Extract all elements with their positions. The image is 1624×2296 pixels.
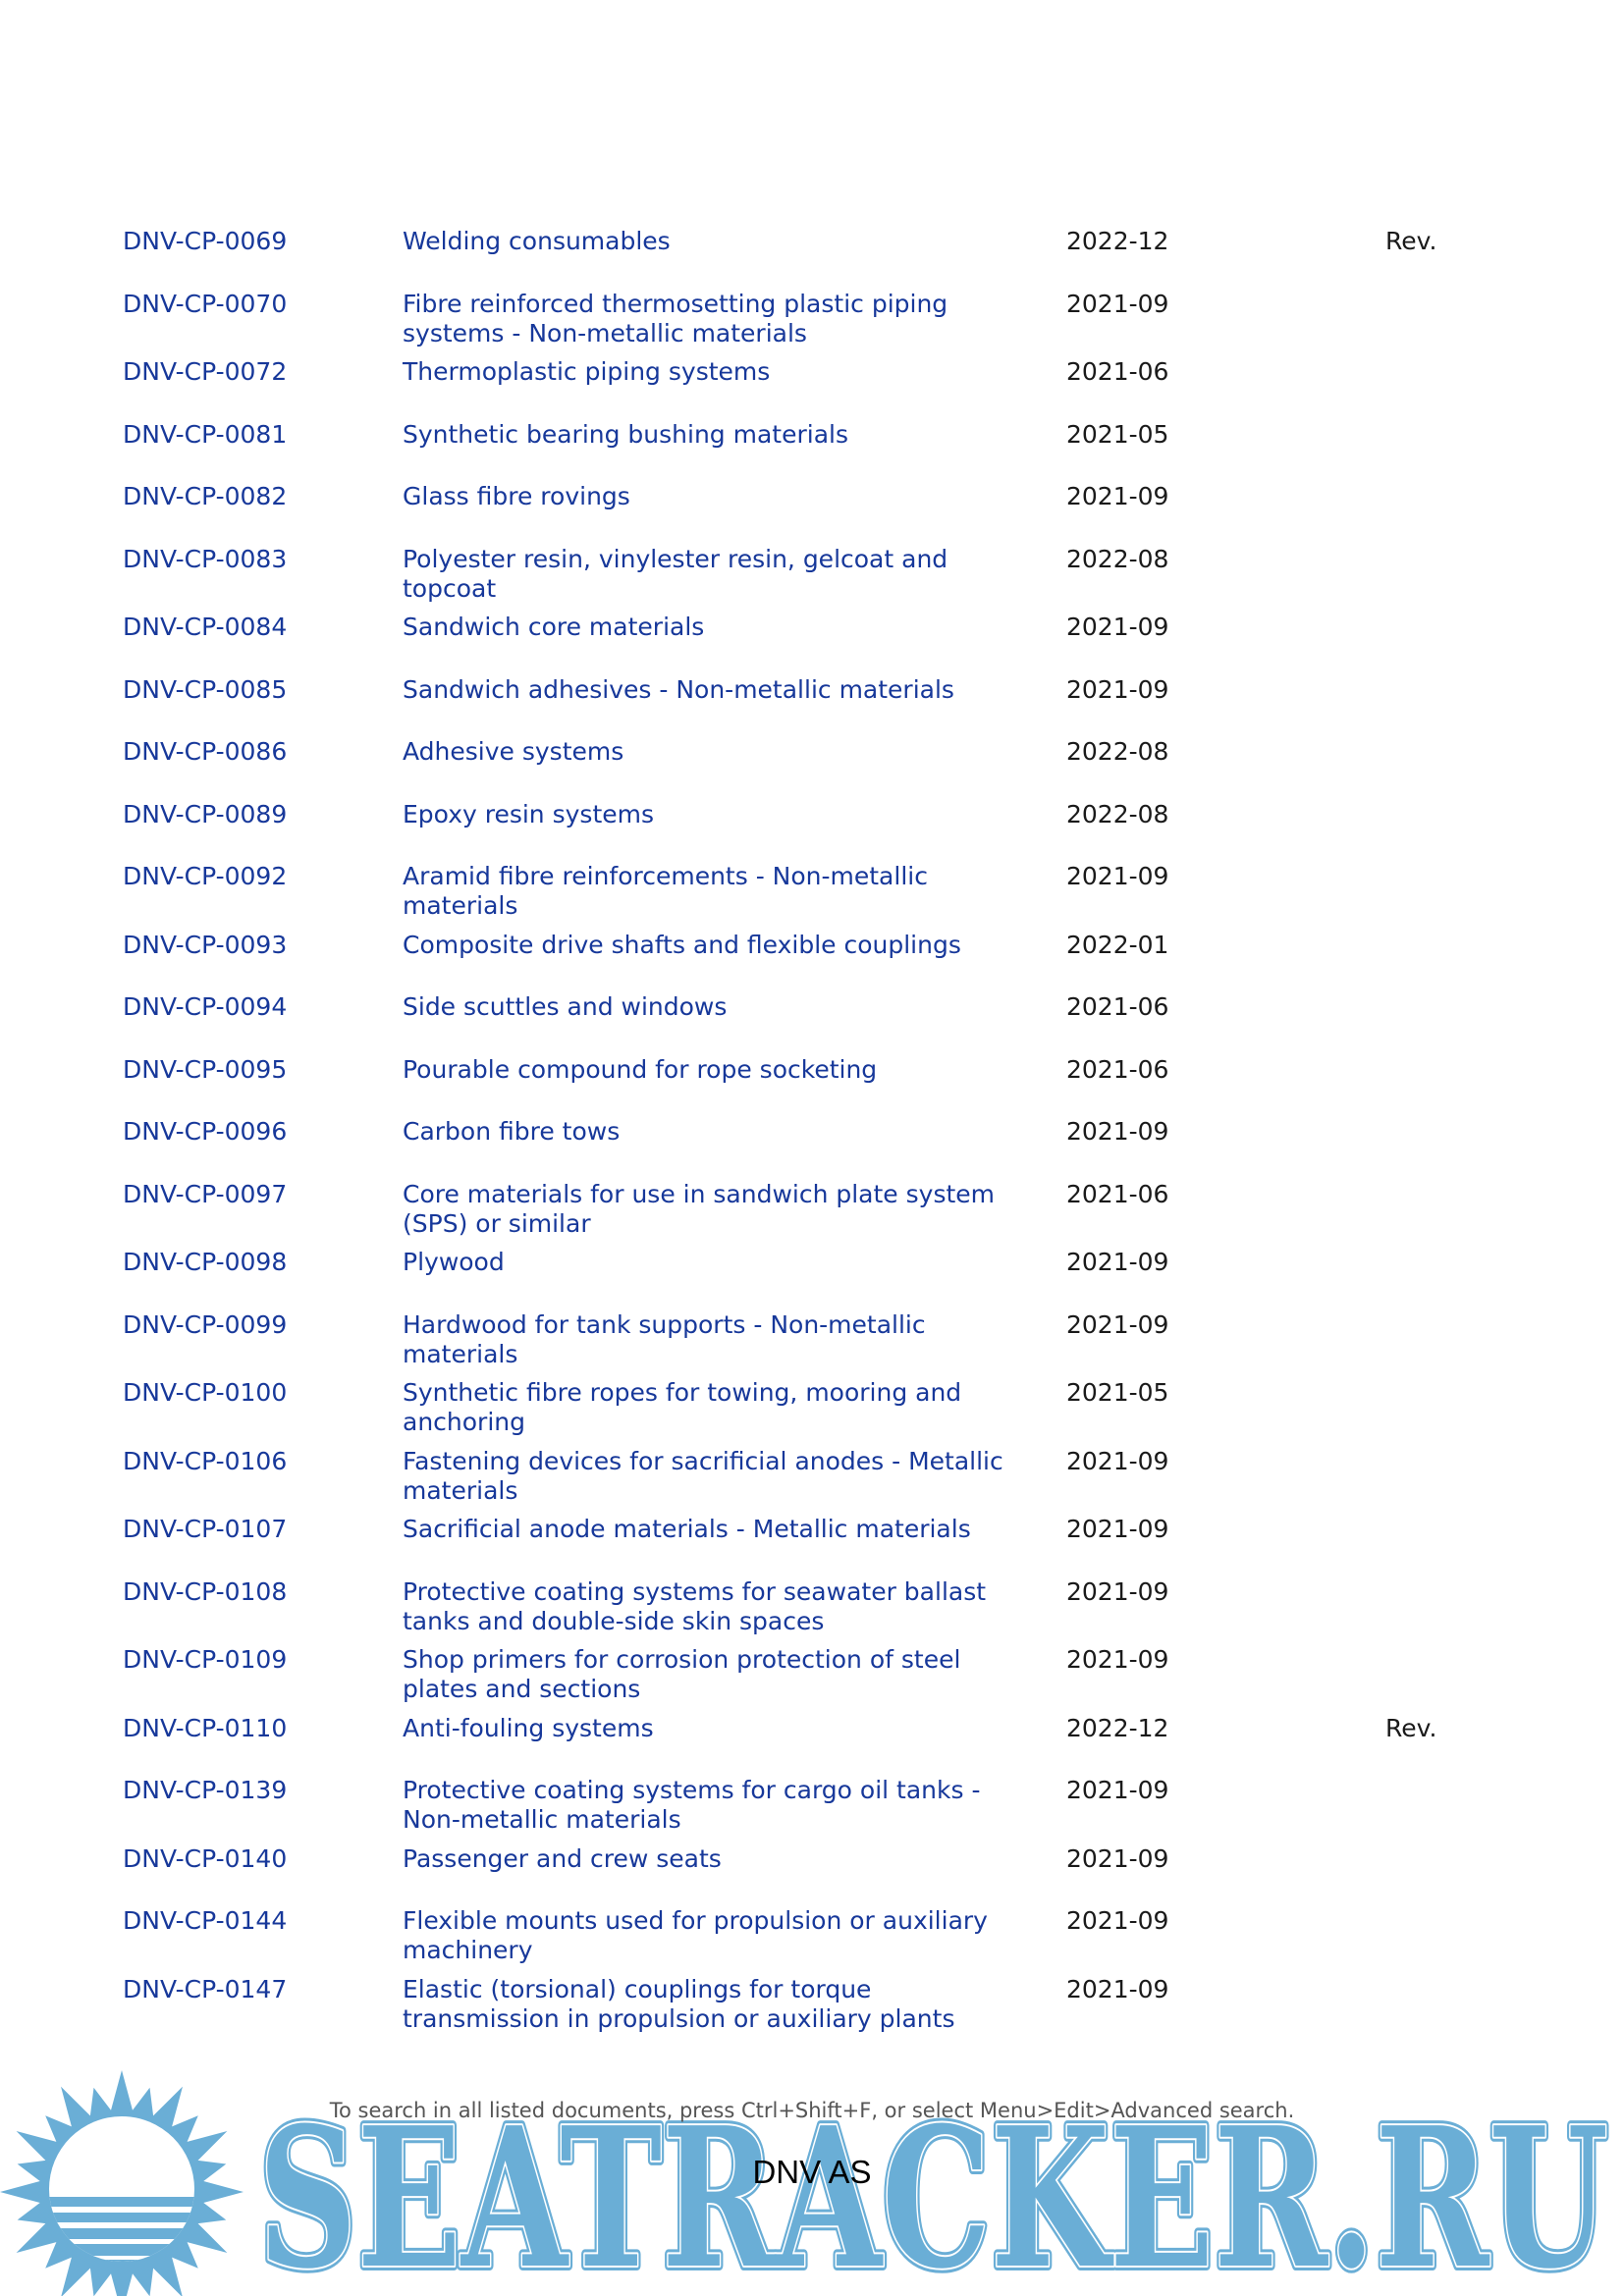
document-status [1385, 357, 1582, 410]
document-status [1385, 482, 1582, 535]
document-row [0, 1515, 1624, 1577]
document-date: 2021-09 [1066, 1843, 1169, 1873]
document-row [0, 290, 1624, 358]
document-title-link[interactable]: Carbon fibre tows [403, 1117, 621, 1146]
document-date: 2022-01 [1066, 930, 1169, 959]
document-status [1385, 800, 1582, 853]
document-title-link[interactable]: Core materials for use in sandwich plate system (SPS) or similar [403, 1179, 996, 1238]
document-title-link[interactable]: Hardwood for tank supports - Non-metallic materials [403, 1309, 926, 1368]
sea-stripe [39, 2197, 206, 2207]
document-code-link[interactable]: DNV-CP-0107 [123, 1515, 288, 1543]
document-title-link[interactable]: Flexible mounts used for propulsion or auxiliary machinery [403, 1906, 988, 1964]
document-row [0, 862, 1624, 931]
document-title-link[interactable]: Polyester resin, vinylester resin, gelcoat and topcoat [403, 544, 948, 603]
document-date: 2021-09 [1066, 1309, 1169, 1339]
document-date: 2021-09 [1066, 862, 1169, 890]
document-row [0, 1378, 1624, 1447]
document-row [0, 1180, 1624, 1249]
document-status [1385, 931, 1582, 984]
document-code-link[interactable]: DNV-CP-0144 [123, 1906, 288, 1935]
document-title-link[interactable]: Thermoplastic piping systems [403, 357, 771, 386]
document-row [0, 931, 1624, 993]
document-title-link[interactable]: Pourable compound for rope socketing [403, 1054, 878, 1084]
document-title-link[interactable]: Protective coating systems for cargo oil tanks - Non-metallic materials [403, 1776, 981, 1834]
document-code-link[interactable]: DNV-CP-0100 [123, 1378, 288, 1407]
document-date: 2021-09 [1066, 1576, 1169, 1606]
document-code-link[interactable]: DNV-CP-0083 [123, 544, 288, 573]
document-title-link[interactable]: Sandwich adhesives - Non-metallic materials [403, 674, 954, 704]
document-title-link[interactable]: Plywood [403, 1248, 505, 1276]
document-status [1385, 1055, 1582, 1108]
document-title-link[interactable]: Aramid fibre reinforcements - Non-metallic materials [403, 862, 928, 920]
document-status: Rev. [1385, 227, 1437, 255]
document-code-link[interactable]: DNV-CP-0082 [123, 482, 288, 510]
document-date: 2021-09 [1066, 1906, 1169, 1935]
document-status [1385, 1515, 1582, 1568]
document-status [1385, 1645, 1582, 1704]
document-title-link[interactable]: Elastic (torsional) couplings for torque transmission in propulsion or auxiliary plants [403, 1974, 955, 2033]
document-status [1385, 1378, 1582, 1437]
document-status [1385, 613, 1582, 666]
document-status [1385, 1776, 1582, 1835]
document-row [0, 1447, 1624, 1516]
document-date: 2021-09 [1066, 613, 1169, 641]
document-status [1385, 1248, 1582, 1301]
document-date: 2021-09 [1066, 674, 1169, 704]
document-code-link[interactable]: DNV-CP-0084 [123, 613, 288, 641]
document-date: 2021-09 [1066, 1515, 1169, 1543]
document-row [0, 992, 1624, 1055]
document-row [0, 1248, 1624, 1310]
document-date: 2021-09 [1066, 1645, 1169, 1674]
document-status [1385, 1844, 1582, 1897]
document-status [1385, 992, 1582, 1045]
document-code-link[interactable]: DNV-CP-0069 [123, 227, 288, 255]
document-date: 2021-06 [1066, 992, 1169, 1021]
document-row [0, 1117, 1624, 1180]
document-date: 2022-08 [1066, 737, 1169, 766]
document-title-link[interactable]: Sandwich core materials [403, 613, 705, 641]
document-date: 2021-09 [1066, 289, 1169, 318]
document-row [0, 545, 1624, 614]
document-status [1385, 1577, 1582, 1636]
document-row [0, 1055, 1624, 1118]
document-date: 2022-08 [1066, 799, 1169, 828]
document-status [1385, 1117, 1582, 1170]
document-date: 2021-09 [1066, 1974, 1169, 2003]
document-status [1385, 1447, 1582, 1506]
document-status [1385, 862, 1582, 921]
document-code-link[interactable]: DNV-CP-0099 [123, 1309, 288, 1339]
document-code-link[interactable]: DNV-CP-0110 [123, 1713, 288, 1742]
document-row [0, 1906, 1624, 1975]
document-row [0, 800, 1624, 863]
document-date: 2021-05 [1066, 419, 1169, 449]
search-hint: To search in all listed documents, press Ctrl+Shift+F, or select Menu>Edit>Advanced search. [329, 2099, 1295, 2122]
document-date: 2022-08 [1066, 544, 1169, 573]
document-row [0, 1776, 1624, 1844]
document-date: 2021-09 [1066, 1776, 1169, 1804]
document-row [0, 357, 1624, 420]
document-date: 2022-12 [1066, 1713, 1169, 1742]
document-date: 2021-06 [1066, 357, 1169, 386]
document-row [0, 1714, 1624, 1777]
document-code-link[interactable]: DNV-CP-0108 [123, 1576, 288, 1606]
watermark-text-inline: SEATRACKER.RU [258, 2086, 1608, 2296]
document-list [0, 227, 1624, 2043]
document-title-link[interactable]: Glass fibre rovings [403, 482, 630, 510]
document-row [0, 1975, 1624, 2044]
document-date: 2021-09 [1066, 1446, 1169, 1475]
document-date: 2021-05 [1066, 1378, 1169, 1407]
document-code-link[interactable]: DNV-CP-0086 [123, 737, 288, 766]
document-code-link[interactable]: DNV-CP-0140 [123, 1843, 288, 1873]
publisher-name: DNV AS [752, 2154, 872, 2190]
document-date: 2021-06 [1066, 1179, 1169, 1208]
document-date: 2021-09 [1066, 1248, 1169, 1276]
document-row [0, 737, 1624, 800]
document-date: 2021-09 [1066, 482, 1169, 510]
sea-stripe [39, 2213, 206, 2222]
document-title-link[interactable]: Shop primers for corrosion protection of steel plates and sections [403, 1645, 961, 1703]
document-code-link[interactable]: DNV-CP-0085 [123, 674, 288, 704]
document-title-link[interactable]: Protective coating systems for seawater ballast tanks and double-side skin spaces [403, 1576, 987, 1635]
document-code-link[interactable]: DNV-CP-0081 [123, 419, 288, 449]
document-title-link[interactable]: Synthetic fibre ropes for towing, mooring and anchoring [403, 1378, 962, 1436]
document-row [0, 1645, 1624, 1714]
document-status [1385, 545, 1582, 604]
document-status [1385, 1180, 1582, 1239]
document-code-link[interactable]: DNV-CP-0098 [123, 1248, 288, 1276]
watermark-text-fill: SEATRACKER.RU [258, 2086, 1608, 2296]
document-row [0, 1844, 1624, 1907]
document-code-link[interactable]: DNV-CP-0139 [123, 1776, 288, 1804]
document-title-link[interactable]: Anti-fouling systems [403, 1713, 654, 1742]
document-status [1385, 420, 1582, 473]
document-title-link[interactable]: Passenger and crew seats [403, 1843, 722, 1873]
document-row [0, 1577, 1624, 1646]
document-title-link[interactable]: Side scuttles and windows [403, 992, 728, 1021]
document-status [1385, 737, 1582, 790]
document-title-link[interactable]: Adhesive systems [403, 737, 624, 766]
document-title-link[interactable]: Sacrificial anode materials - Metallic materials [403, 1515, 971, 1543]
document-date: 2021-06 [1066, 1054, 1169, 1084]
document-code-link[interactable]: DNV-CP-0095 [123, 1054, 288, 1084]
watermark-text-outline: SEATRACKER.RU [258, 2086, 1608, 2296]
document-title-link[interactable]: Epoxy resin systems [403, 799, 655, 828]
document-code-link[interactable]: DNV-CP-0106 [123, 1446, 288, 1475]
document-code-link[interactable]: DNV-CP-0147 [123, 1974, 288, 2003]
document-code-link[interactable]: DNV-CP-0094 [123, 992, 288, 1021]
document-title-link[interactable]: Fastening devices for sacrificial anodes - Metallic materials [403, 1446, 1003, 1505]
document-code-link[interactable]: DNV-CP-0092 [123, 862, 288, 890]
document-row [0, 1310, 1624, 1379]
document-row [0, 613, 1624, 675]
document-title-link[interactable]: Composite drive shafts and flexible couplings [403, 930, 961, 959]
document-status [1385, 675, 1582, 728]
document-code-link[interactable]: DNV-CP-0096 [123, 1117, 288, 1146]
document-code-link[interactable]: DNV-CP-0070 [123, 289, 288, 318]
document-code-link[interactable]: DNV-CP-0097 [123, 1179, 288, 1208]
document-code-link[interactable]: DNV-CP-0072 [123, 357, 288, 386]
document-status [1385, 1310, 1582, 1369]
document-title-link[interactable]: Fibre reinforced thermosetting plastic piping systems - Non-metallic materials [403, 289, 948, 347]
document-title-link[interactable]: Welding consumables [403, 227, 671, 255]
document-code-link[interactable]: DNV-CP-0089 [123, 799, 288, 828]
document-row [0, 675, 1624, 738]
document-status [1385, 1906, 1582, 1965]
document-status [1385, 290, 1582, 348]
document-row [0, 482, 1624, 545]
document-date: 2021-09 [1066, 1117, 1169, 1146]
document-status: Rev. [1385, 1713, 1437, 1742]
document-date: 2022-12 [1066, 227, 1169, 255]
document-title-link[interactable]: Synthetic bearing bushing materials [403, 419, 848, 449]
document-row [0, 227, 1624, 290]
document-code-link[interactable]: DNV-CP-0093 [123, 930, 288, 959]
document-status [1385, 1975, 1582, 2034]
document-row [0, 420, 1624, 483]
document-code-link[interactable]: DNV-CP-0109 [123, 1645, 288, 1674]
